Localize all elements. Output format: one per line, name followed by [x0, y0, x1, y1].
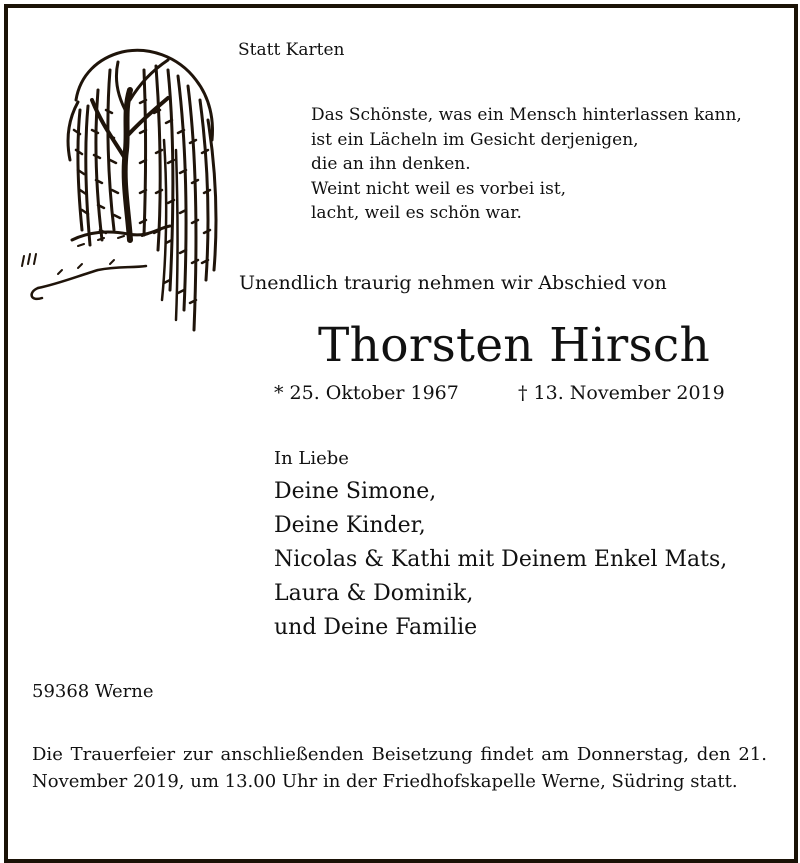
family-line: Deine Kinder, [274, 513, 426, 538]
location: 59368 Werne [32, 681, 154, 702]
family-line: Nicolas & Kathi mit Deinem Enkel Mats, [274, 547, 728, 572]
family-line: Laura & Dominik, [274, 581, 474, 606]
poem-line: Das Schönste, was ein Mensch hinterlassen kann, [311, 105, 742, 125]
birth-date: * 25. Oktober 1967 [274, 382, 459, 404]
poem-line: die an ihn denken. [311, 154, 471, 174]
in-love-label: In Liebe [274, 448, 349, 469]
memorial-poem [311, 103, 742, 226]
poem-line: ist ein Lächeln im Gesicht derjenigen, [311, 129, 639, 150]
deceased-name: Thorsten Hirsch [318, 318, 711, 373]
funeral-info: Die Trauerfeier zur anschließenden Beisetzung findet am Donnerstag, den 21. November 2019, um 13.00 Uhr in der Friedhofskapelle Werne, Südring statt. [32, 744, 767, 792]
farewell-intro: Unendlich traurig nehmen wir Abschied von [239, 272, 667, 294]
death-date: † 13. November 2019 [518, 382, 725, 404]
statt-karten-header: Statt Karten [238, 40, 345, 60]
family-line: und Deine Familie [274, 615, 478, 640]
family-line: Deine Simone, [274, 479, 437, 504]
poem-line: lacht, weil es schön war. [311, 203, 522, 223]
poem-line: Weint nicht weil es vorbei ist, [311, 178, 567, 199]
weeping-willow-icon [18, 40, 238, 340]
family-list [274, 475, 727, 645]
